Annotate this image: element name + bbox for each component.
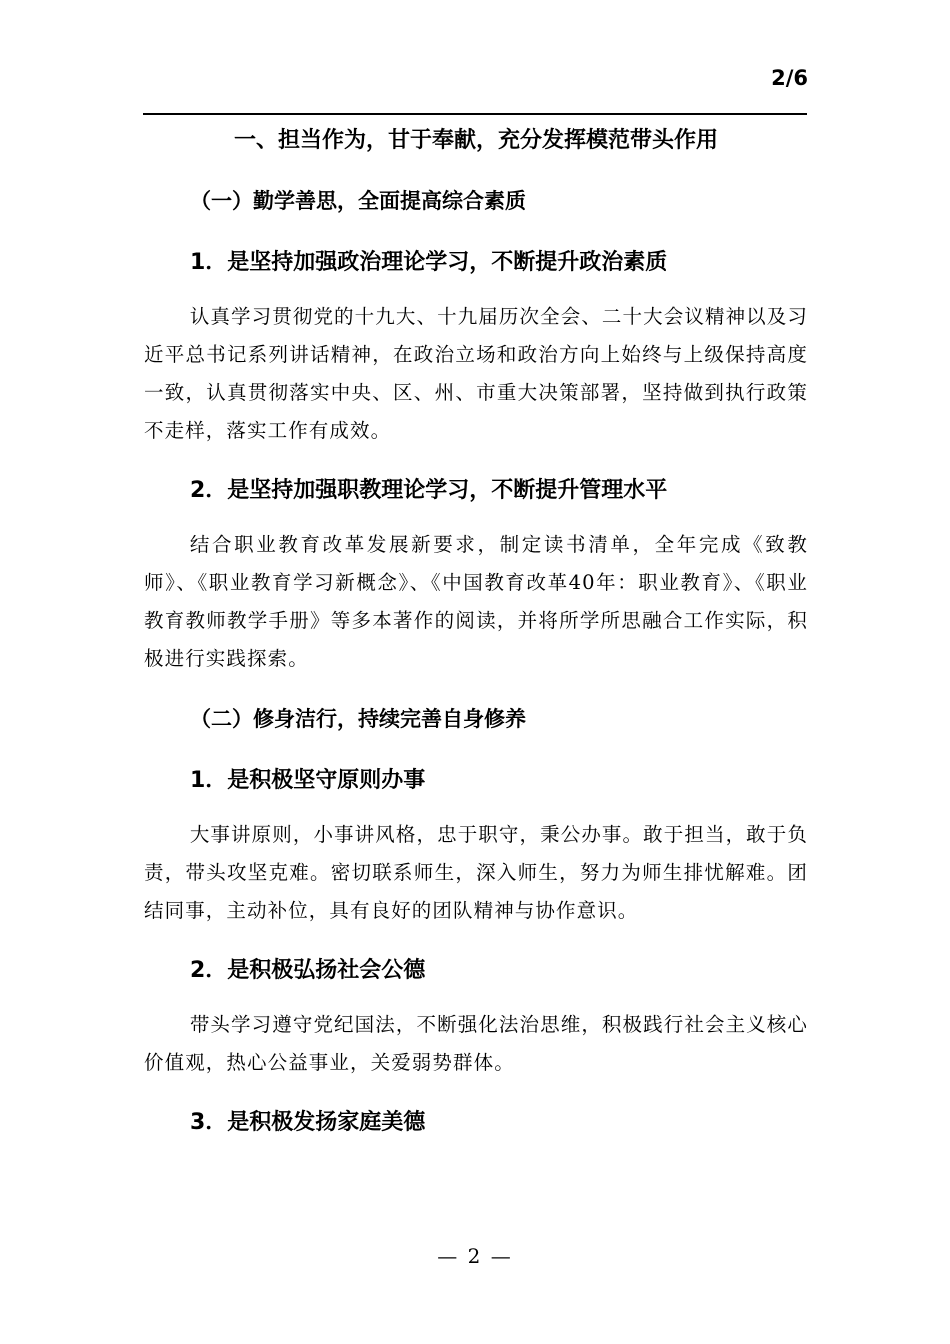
paragraph-1-1: 认真学习贯彻党的十九大、十九届历次全会、二十大会议精神以及习近平总书记系列讲话精神，在政治立场和政治方向上始终与上级保持高度一致，认真贯彻落实中央、区、州、市重大决策部署，坚持做到执行政策不走样，落实工作有成效。 (144, 305, 808, 442)
subsection-title-2: （二）修身洁行，持续完善自身修养 (190, 707, 526, 731)
paragraph-2-1: 大事讲原则，小事讲风格，忠于职守，秉公办事。敢于担当，敢于负责，带头攻坚克难。密切联系师生，深入师生，努力为师生排忧解难。团结同事，主动补位，具有良好的团队精神与协作意识。 (144, 823, 808, 922)
item-heading-2-3: 3．是积极发扬家庭美德 (190, 1110, 426, 1135)
page-counter: 2/6 (771, 66, 808, 90)
document-body (144, 118, 808, 1146)
item-heading-1-1: 1．是坚持加强政治理论学习，不断提升政治素质 (190, 250, 668, 275)
item-heading-2-1: 1．是积极坚守原则办事 (190, 768, 426, 793)
subsection-title-1: （一）勤学善思，全面提高综合素质 (190, 189, 526, 213)
paragraph-2-2: 带头学习遵守党纪国法，不断强化法治思维，积极践行社会主义核心价值观，热心公益事业，关爱弱势群体。 (144, 1013, 808, 1074)
item-heading-2-2: 2．是积极弘扬社会公德 (190, 958, 426, 983)
footer-page-number: — 2 — (437, 1244, 513, 1268)
header-rule (143, 113, 807, 115)
paragraph-1-2: 结合职业教育改革发展新要求，制定读书清单，全年完成《致教师》、《职业教育学习新概念》、《中国教育改革40年：职业教育》、《职业教育教师教学手册》等多本著作的阅读，并将所学所思融合工作实际，积极进行实践探索。 (144, 533, 808, 670)
item-heading-1-2: 2．是坚持加强职教理论学习，不断提升管理水平 (190, 478, 668, 503)
section-title: 一、担当作为，甘于奉献，充分发挥模范带头作用 (233, 128, 718, 153)
